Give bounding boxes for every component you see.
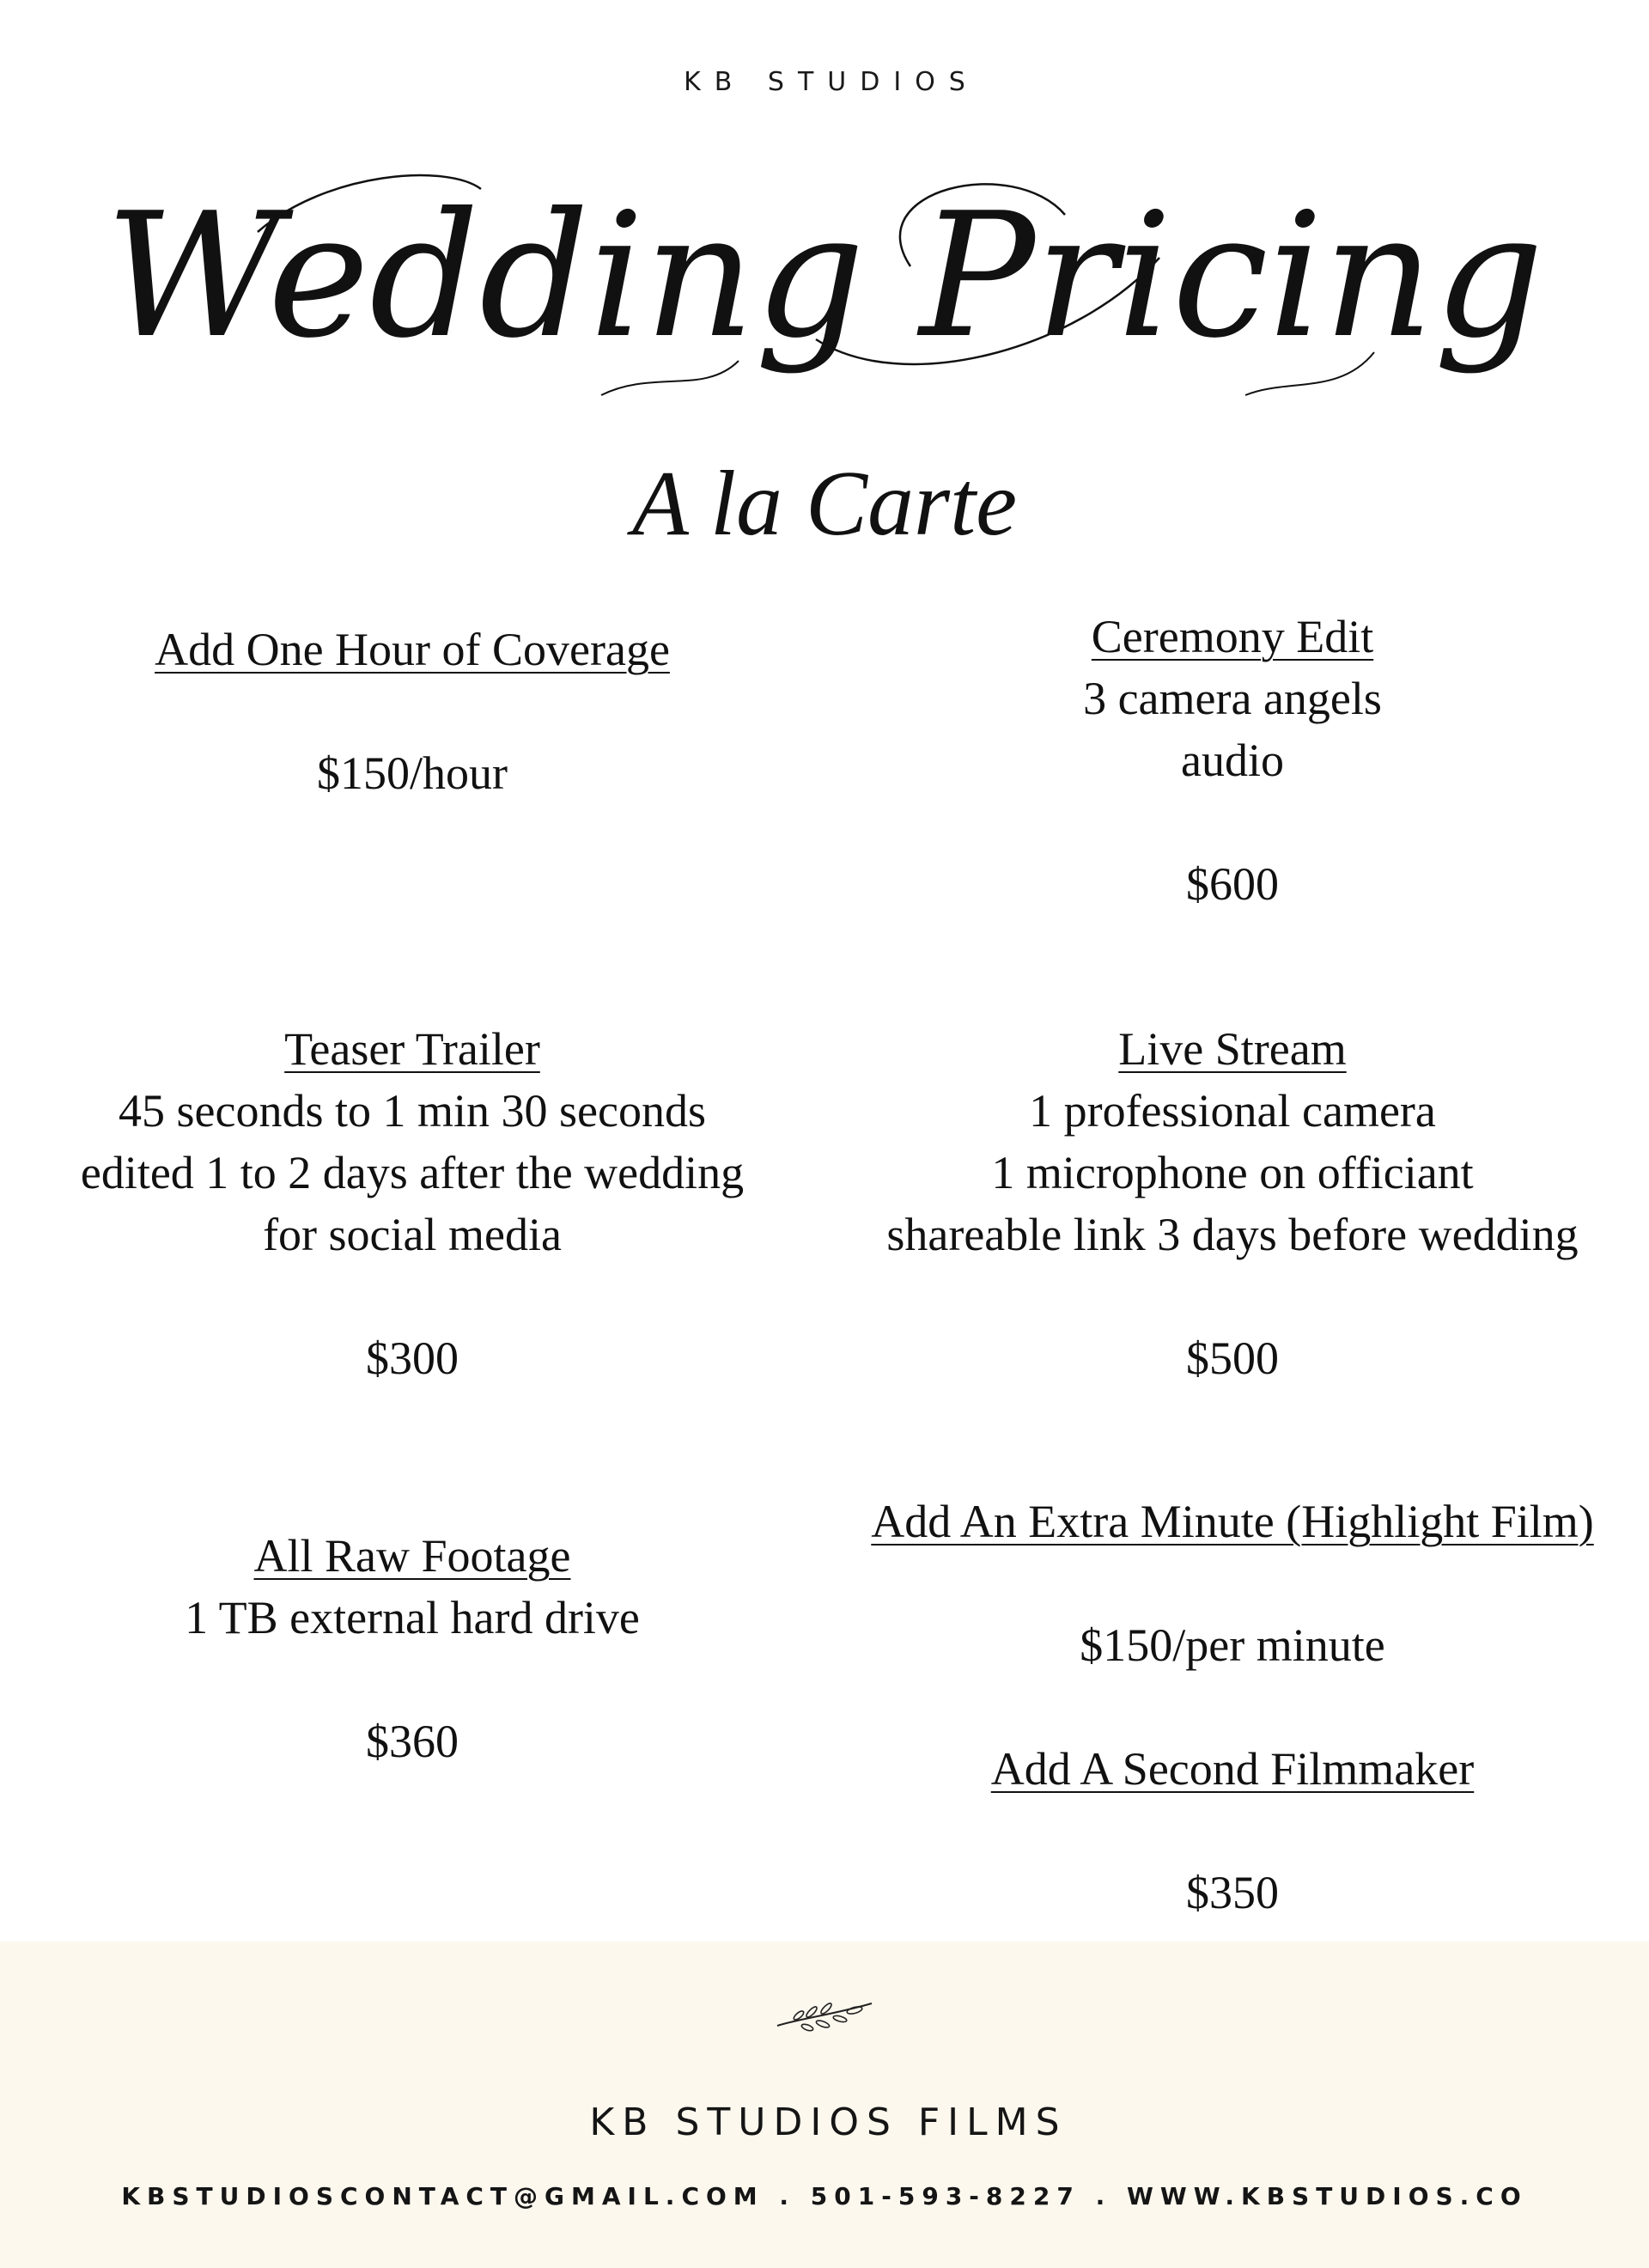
item-add-hour-coverage xyxy=(26,619,799,804)
item-detail: shareable link 3 days before wedding xyxy=(886,1209,1579,1260)
footer-contact: KBSTUDIOSCONTACT@GMAIL.COM . 501-593-8227 . WWW.KBSTUDIOS.CO xyxy=(121,2182,1528,2210)
item-detail: 3 camera angels xyxy=(1083,673,1382,724)
item-title: Teaser Trailer xyxy=(284,1023,540,1075)
item-detail: edited 1 to 2 days after the wedding xyxy=(80,1147,745,1198)
item-second-filmmaker xyxy=(842,1738,1623,1924)
item-price: $500 xyxy=(1186,1332,1279,1384)
page-title xyxy=(0,137,1649,430)
item-detail: 1 TB external hard drive xyxy=(185,1592,640,1643)
footer-brand: KB STUDIOS FILMS xyxy=(589,2100,1068,2144)
item-price: $350 xyxy=(1186,1867,1279,1918)
item-title: Live Stream xyxy=(1118,1023,1347,1075)
item-price: $360 xyxy=(366,1716,459,1767)
item-title: Add A Second Filmmaker xyxy=(990,1743,1475,1795)
item-price: $600 xyxy=(1186,858,1279,910)
item-title: Add An Extra Minute (Highlight Film) xyxy=(871,1496,1594,1547)
item-detail: 45 seconds to 1 min 30 seconds xyxy=(119,1085,706,1137)
item-price: $300 xyxy=(366,1332,459,1384)
item-price: $150/hour xyxy=(317,747,508,799)
item-title: Ceremony Edit xyxy=(1091,611,1374,662)
item-teaser-trailer xyxy=(26,1018,799,1389)
script-title-text: Wedding Pricing xyxy=(105,176,1544,376)
olive-branch-icon xyxy=(773,1993,876,2036)
brand-header: KB STUDIOS xyxy=(684,67,979,97)
item-detail: 1 professional camera xyxy=(1029,1085,1436,1137)
footer xyxy=(0,1942,1649,2268)
item-extra-minute xyxy=(842,1491,1623,1676)
item-detail: audio xyxy=(1181,735,1284,786)
item-detail: for social media xyxy=(263,1209,562,1260)
item-price: $150/per minute xyxy=(1080,1619,1385,1671)
item-title: Add One Hour of Coverage xyxy=(155,624,670,675)
item-all-raw-footage xyxy=(26,1525,799,1772)
item-detail: 1 microphone on officiant xyxy=(991,1147,1474,1198)
page-subtitle: A la Carte xyxy=(631,453,1018,555)
item-ceremony-edit xyxy=(842,606,1623,915)
item-title: All Raw Footage xyxy=(253,1530,571,1582)
item-live-stream xyxy=(842,1018,1623,1389)
